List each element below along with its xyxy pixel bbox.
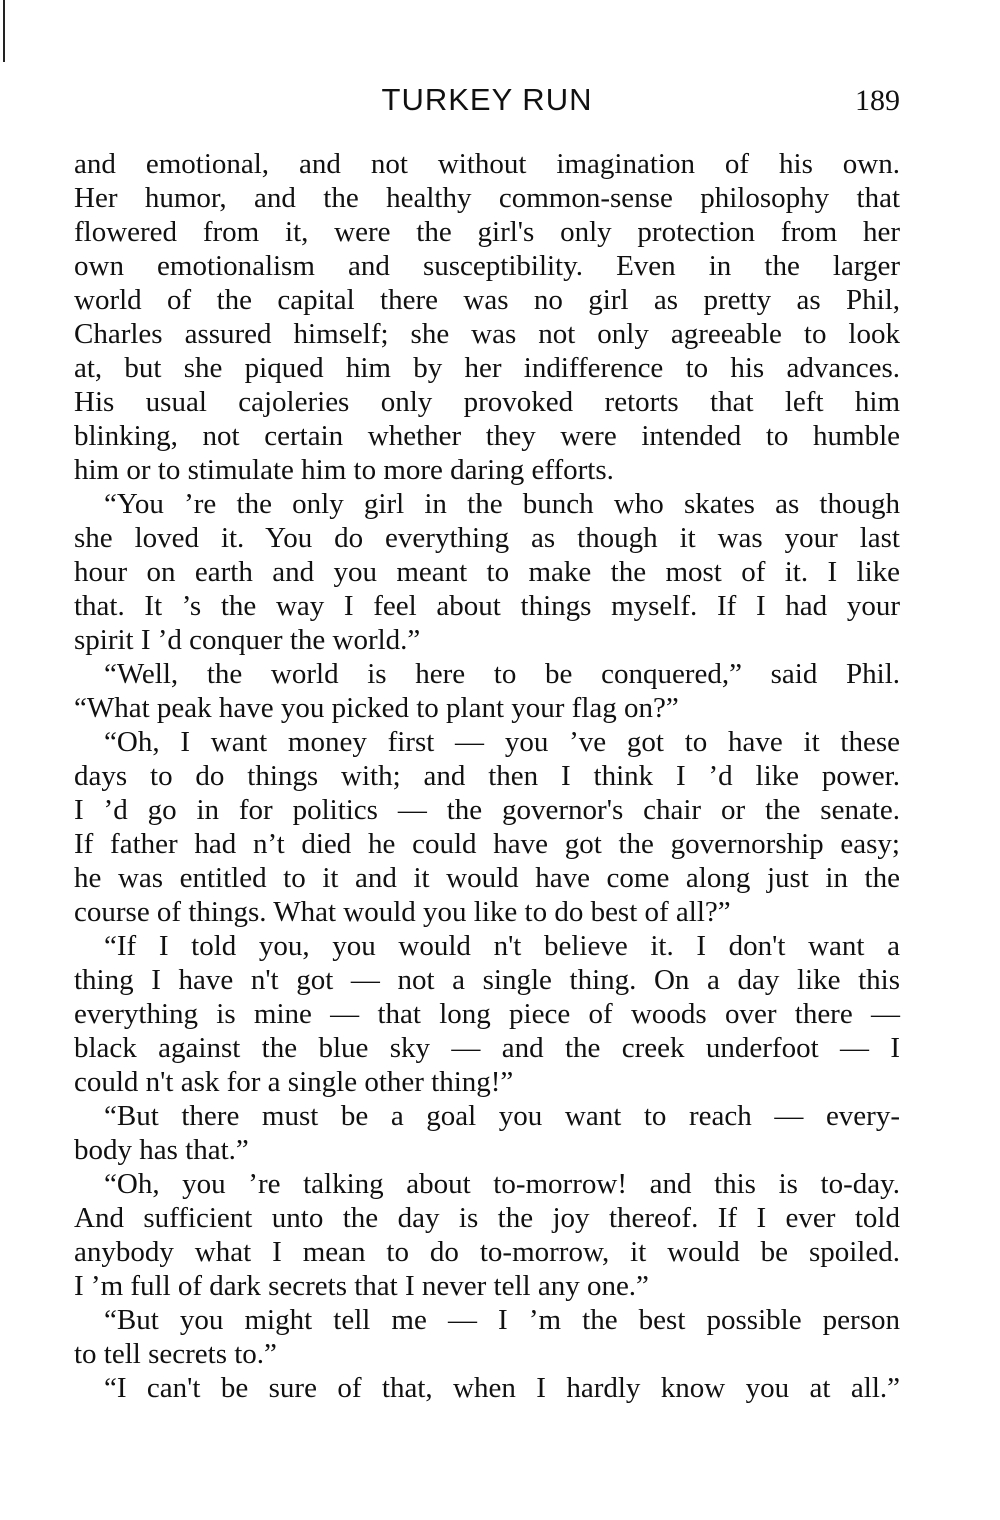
text-line: If father had n’t died he could have got the governorship easy; xyxy=(74,828,900,860)
text-line: spirit I ’d conquer the world.” xyxy=(74,624,421,656)
text-line: own emotionalism and susceptibility. Even in the larger xyxy=(74,250,900,282)
text-line: “But you might tell me — I ’m the best possible person xyxy=(104,1304,900,1336)
text-line: Her humor, and the healthy common-sense philosophy that xyxy=(74,182,900,214)
text-line: world of the capital there was no girl as pretty as Phil, xyxy=(74,284,900,316)
text-line: And sufficient unto the day is the joy thereof. If I ever told xyxy=(74,1202,900,1234)
text-line: “I can't be sure of that, when I hardly know you at all.” xyxy=(104,1372,900,1404)
text-line: I ’m full of dark secrets that I never tell any one.” xyxy=(74,1270,649,1302)
text-line: “Well, the world is here to be conquered,” said Phil. xyxy=(104,658,900,690)
text-line: black against the blue sky — and the creek underfoot — I xyxy=(74,1032,900,1064)
text-line: that. It ’s the way I feel about things myself. If I had your xyxy=(74,590,900,622)
text-line: she loved it. You do everything as though it was your last xyxy=(74,522,900,554)
text-line: “Oh, I want money first — you ’ve got to have it these xyxy=(104,726,900,758)
text-line: “You ’re the only girl in the bunch who skates as though xyxy=(104,488,900,520)
text-line: Charles assured himself; she was not only agreeable to look xyxy=(74,318,900,350)
text-line: “If I told you, you would n't believe it. I don't want a xyxy=(104,930,900,962)
text-line: “What peak have you picked to plant your flag on?” xyxy=(74,692,679,724)
text-line: days to do things with; and then I think I ’d like power. xyxy=(74,760,900,792)
page-edge-rule xyxy=(3,0,5,62)
body-text xyxy=(74,147,900,1405)
text-line: body has that.” xyxy=(74,1134,249,1166)
text-line: His usual cajoleries only provoked retorts that left him xyxy=(74,386,900,418)
text-line: him or to stimulate him to more daring efforts. xyxy=(74,454,614,486)
text-line: and emotional, and not without imagination of his own. xyxy=(74,148,900,180)
text-line: “Oh, you ’re talking about to-morrow! and this is to-day. xyxy=(104,1168,900,1200)
text-line: “But there must be a goal you want to reach — every- xyxy=(104,1100,900,1132)
page-number: 189 xyxy=(855,84,900,117)
text-line: blinking, not certain whether they were intended to humble xyxy=(74,420,900,452)
text-line: anybody what I mean to do to-morrow, it would be spoiled. xyxy=(74,1236,900,1268)
text-line: hour on earth and you meant to make the most of it. I like xyxy=(74,556,900,588)
text-line: he was entitled to it and it would have come along just in the xyxy=(74,862,900,894)
running-head xyxy=(74,82,900,126)
running-title: TURKEY RUN xyxy=(381,82,593,117)
text-line: I ’d go in for politics — the governor's chair or the senate. xyxy=(74,794,900,826)
text-line: flowered from it, were the girl's only protection from her xyxy=(74,216,900,248)
text-line: to tell secrets to.” xyxy=(74,1338,277,1370)
text-line: at, but she piqued him by her indifference to his advances. xyxy=(74,352,900,384)
text-line: everything is mine — that long piece of woods over there — xyxy=(74,998,900,1030)
text-line: thing I have n't got — not a single thing. On a day like this xyxy=(74,964,900,996)
text-line: course of things. What would you like to do best of all?” xyxy=(74,896,731,928)
text-line: could n't ask for a single other thing!” xyxy=(74,1066,514,1098)
